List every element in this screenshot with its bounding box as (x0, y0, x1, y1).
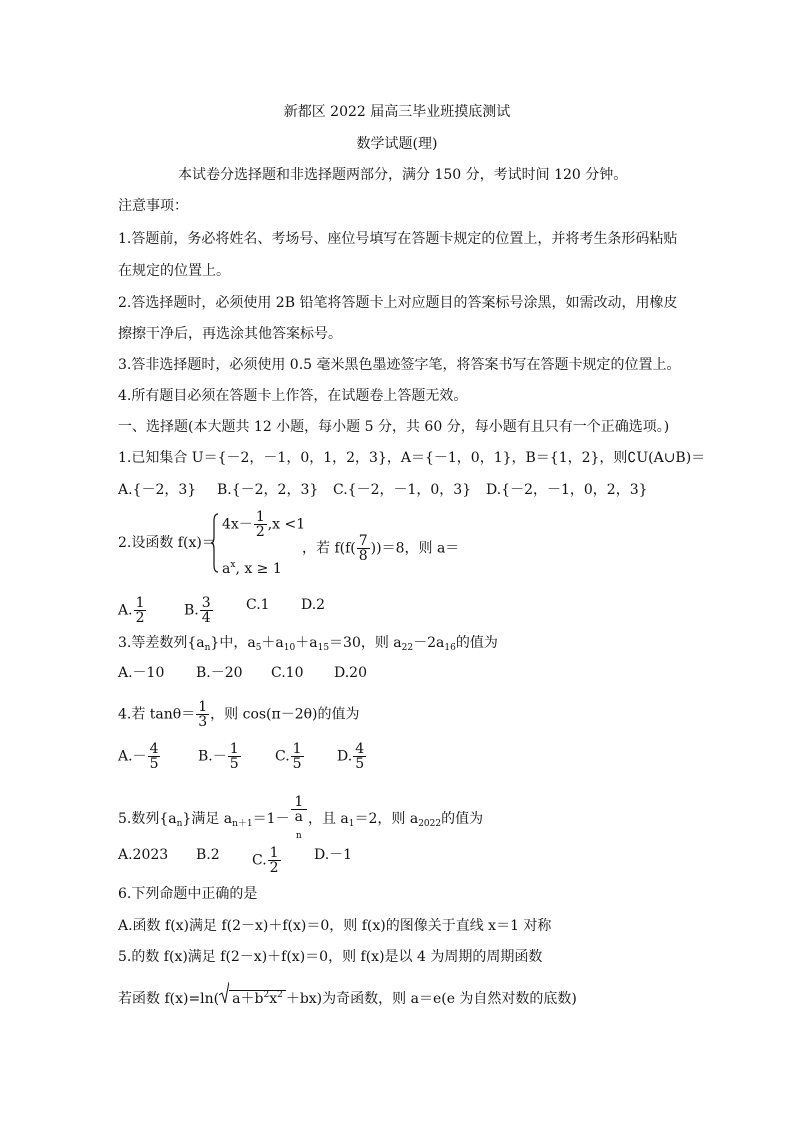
subscript: 10 (283, 643, 296, 653)
numerator: 4 (149, 741, 159, 757)
text: ＋a (261, 635, 284, 651)
section-heading: 一、选择题(本大题共 12 小题，每小题 5 分，共 60 分，每小题有且只有一个正确选项。) (118, 419, 670, 435)
note-line: 4.所有题目必须在答题卡上作答，在试题卷上答题无效。 (118, 388, 468, 404)
text: ＋bx)为奇函数，则 a＝e(e 为自然对数的底数) (285, 991, 577, 1007)
superscript: 2 (263, 990, 270, 1000)
piecewise-brace (211, 513, 219, 573)
text: 的值为 (441, 811, 484, 827)
q4-option-c (275, 742, 305, 771)
q5-stem (118, 795, 483, 843)
note-line: 3.答非选择题时，必须使用 0.5 毫米黑色墨迹签字笔，将答案书写在答题卡规定的位置上。 (118, 357, 681, 373)
fraction (148, 742, 161, 771)
q2-case1-a: 4x－ (222, 516, 253, 533)
q2-case-2 (222, 556, 282, 578)
numerator: 1 (198, 699, 208, 715)
q2-suffix: ))＝8，则 a＝ (370, 540, 460, 557)
q2-case2-exp: x (230, 560, 236, 570)
q4-stem (118, 700, 360, 729)
q2-option-d: D.2 (301, 597, 326, 613)
subscript: n (295, 831, 302, 841)
q1-stem: 1.已知集合 U＝{－2，－1，0，1，2，3}，A＝{－1，0，1}，B＝{1，2}，则∁U(A∪B)＝ (118, 450, 706, 466)
text: ＝30，则 a (329, 635, 402, 651)
q3-option-b: B.－20 (196, 665, 243, 681)
text: ＝1－ (252, 811, 290, 827)
q2-prefix: 2.设函数 f(x)＝ (118, 535, 216, 551)
text: 3.等差数列{a (118, 635, 205, 651)
numerator: 7 (358, 533, 368, 549)
numerator: 1 (255, 509, 265, 525)
exam-intro: 本试卷分选择题和非选择题两部分，满分 150 分，考试时间 120 分钟。 (178, 167, 628, 183)
denominator: 8 (358, 548, 368, 564)
text: 若函数 f(x)=ln( (118, 991, 220, 1007)
fraction (291, 795, 307, 843)
radicand (229, 990, 286, 1007)
option-label: C. (252, 852, 267, 869)
fraction (200, 596, 213, 625)
superscript: 2 (277, 990, 283, 1000)
denominator: 5 (292, 756, 302, 772)
fraction (357, 534, 370, 563)
q5-option-c (252, 846, 282, 875)
numerator: 1 (269, 845, 279, 861)
q1-option-c: C.{－2，－1，0，3} (333, 482, 472, 498)
q5-option-b: B.2 (196, 847, 220, 863)
subscript: n (176, 819, 183, 829)
note-line: 2.答选择题时，必须使用 2B 铅笔将答题卡上对应题目的答案标号涂黑，如需改动，用橡皮 (118, 295, 678, 311)
q5-option-a: A.2023 (118, 847, 169, 863)
option-label: B. (184, 602, 199, 619)
text: }中，a (210, 635, 256, 651)
text: a (294, 809, 303, 825)
subscript: n＋1 (232, 819, 253, 829)
q1-option-a: A.{－2，3} (118, 482, 197, 498)
text: a＋b (232, 991, 264, 1007)
q4-option-d (337, 742, 367, 771)
fraction (291, 742, 304, 771)
numerator: 4 (355, 741, 365, 757)
option-label: D. (337, 748, 353, 765)
q2-option-c: C.1 (246, 597, 270, 613)
q2-case2-cond: , x ≥ 1 (235, 561, 282, 577)
denominator: 5 (149, 756, 159, 772)
option-label: A.－ (118, 748, 147, 765)
q2-condition (302, 534, 459, 563)
subscript: 5 (255, 643, 262, 653)
denominator: 2 (135, 610, 145, 626)
denominator: 3 (198, 714, 208, 730)
square-root (219, 986, 286, 1008)
text: }满足 a (182, 811, 233, 827)
text: －2a (413, 635, 445, 651)
text: ，则 cos(π－2θ)的值为 (210, 706, 360, 723)
note-line: 在规定的位置上。 (118, 263, 230, 279)
exam-subtitle: 数学试题(理) (356, 136, 438, 152)
subscript: 15 (317, 643, 330, 653)
q2-case-1 (222, 510, 305, 539)
subscript: 16 (444, 643, 456, 653)
q4-option-a (118, 742, 161, 771)
subscript: 1 (348, 819, 355, 829)
q2-case1-b: ,x <1 (267, 516, 306, 533)
fraction (353, 742, 366, 771)
fraction (134, 596, 147, 625)
q3-option-c: C.10 (271, 665, 304, 681)
fraction (196, 700, 209, 729)
q6-option-a: A.函数 f(x)满足 f(2－x)＋f(x)＝0，则 f(x)的图像关于直线 x＝1 对称 (118, 918, 552, 934)
text: ＝2，则 a (354, 811, 419, 827)
numerator: 1 (292, 741, 302, 757)
subscript: n (204, 643, 211, 653)
numerator: 1 (291, 795, 307, 810)
note-line: 擦擦干净后，再选涂其他答案标号。 (118, 326, 342, 342)
subscript: 22 (401, 643, 414, 653)
fraction (268, 846, 281, 875)
denominator: 2 (269, 860, 279, 876)
numerator: 3 (201, 595, 211, 611)
q1-option-d: D.{－2，－1，0，2，3} (486, 482, 648, 498)
subscript: 2022 (418, 819, 442, 829)
text: 4.若 tanθ＝ (118, 706, 196, 723)
q2-option-a (118, 596, 147, 625)
fraction (254, 510, 267, 539)
option-label: B.－ (198, 748, 227, 765)
q4-option-b (198, 742, 242, 771)
text: x (269, 991, 278, 1007)
note-line: 1.答题前，务必将姓名、考场号、座位号填写在答题卡规定的位置上，并将考生条形码粘贴 (118, 231, 678, 247)
q6-stem: 6.下列命题中正确的是 (118, 886, 258, 902)
numerator: 1 (229, 741, 239, 757)
denominator (291, 810, 307, 843)
q6-option-c (118, 986, 577, 1008)
q5-option-d: D.－1 (314, 847, 353, 863)
text: 5.数列{a (118, 811, 177, 827)
q2-mid: ，若 f(f( (302, 540, 356, 557)
q3-option-d: D.20 (334, 665, 367, 681)
exam-title: 新都区 2022 届高三毕业班摸底测试 (283, 104, 511, 120)
q1-option-b: B.{－2，2，3} (217, 482, 319, 498)
numerator: 1 (135, 595, 145, 611)
denominator: 5 (355, 756, 365, 772)
q3-option-a: A.－10 (118, 665, 165, 681)
q2-case2-base: a (222, 561, 231, 577)
q3-stem (118, 634, 498, 657)
denominator: 5 (229, 756, 239, 772)
text: 的值为 (455, 635, 498, 651)
denominator: 2 (255, 524, 265, 540)
fraction (228, 742, 241, 771)
radical-sign-icon (219, 982, 229, 1004)
text: ＋a (295, 635, 318, 651)
notes-heading: 注意事项： (118, 198, 188, 214)
option-label: C. (275, 748, 290, 765)
option-label: A. (118, 602, 133, 619)
q6-option-b: 5.的数 f(x)满足 f(2－x)＋f(x)＝0，则 f(x)是以 4 为周期的周期函数 (118, 949, 543, 965)
denominator: 4 (201, 610, 211, 626)
q2-option-b (184, 596, 214, 625)
text: ，且 a (307, 811, 349, 827)
